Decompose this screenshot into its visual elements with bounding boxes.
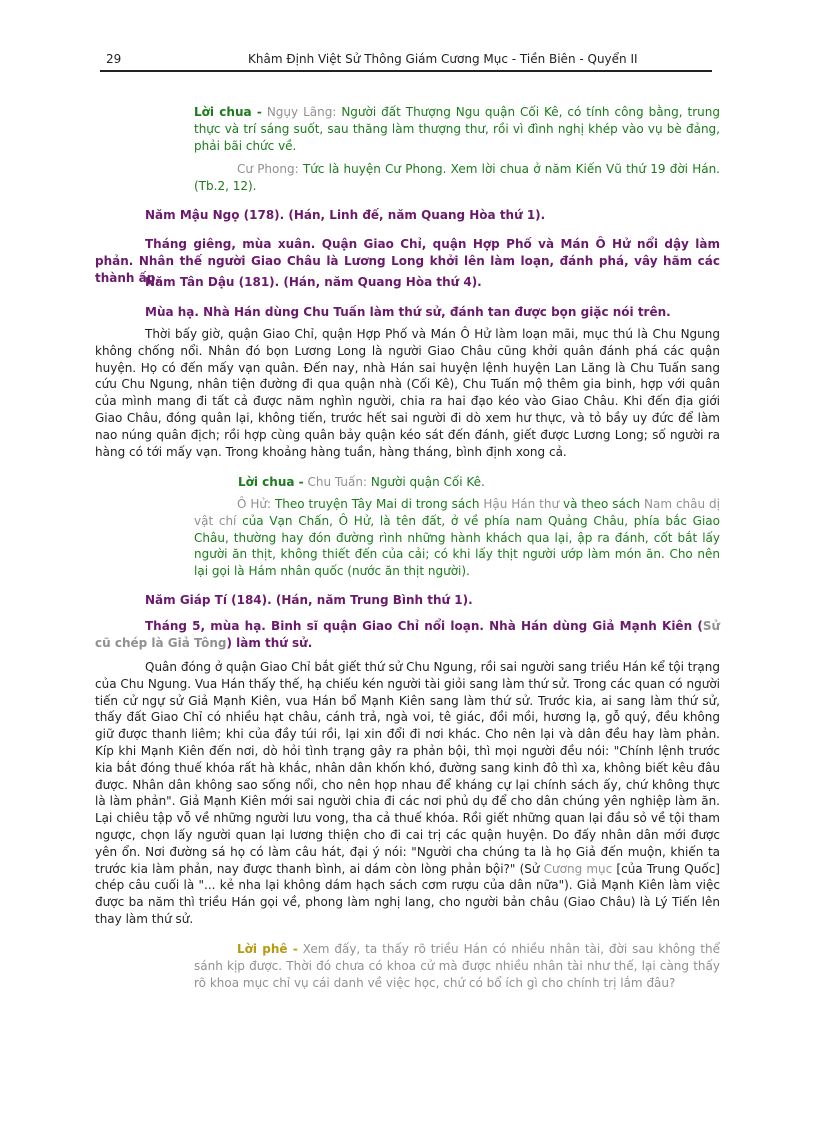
commentary-text: Xem đấy, ta thấy rõ triều Hán có nhiều nhân tài, đời sau không thể sánh kịp được. Thời đó chưa có khoa cử mà được nhiều nhân tài như thế, lại càng thấy rõ khoa mục chỉ vụ cái danh về việc học, chứ có bổ ích gì cho chính trị lắm đâu?: [194, 942, 720, 990]
annotation-nguy-lang: [194, 104, 720, 154]
annotation-term: Ngụy Lãng:: [266, 105, 337, 119]
commentary-loi-phe: [194, 941, 720, 991]
annotation-label: Lời chua -: [194, 105, 262, 119]
annotation-term: Cư Phong:: [237, 162, 299, 176]
book-title: Khâm Định Việt Sử Thông Giám Cương Mục - Tiền Biên - Quyển II: [248, 52, 638, 66]
source-title: Nam châu dị vật chí: [194, 497, 720, 528]
annotation-text: Người đất Thượng Ngu quận Cối Kê, có tính công bằng, trung thực và trí sáng suốt, sau thăng làm thượng thư, rồi vì đình nghị khép vào vụ bè đảng, phải bãi chức về.: [194, 105, 720, 153]
page-number: 29: [106, 52, 122, 66]
annotation-term: Ô Hử:: [237, 497, 272, 511]
annotation-term: Chu Tuấn:: [307, 475, 367, 489]
body-paragraph-gia-manh-kien: [95, 659, 720, 928]
source-title: Cương mục: [543, 861, 613, 876]
body-text: Quân đóng ở quận Giao Chỉ bắt giết thứ sử Chu Ngung, rồi sai người sang triều Hán kể tội trạng của Chu Ngung. Vua Hán thấy thế, hạ chiếu kén người tài giỏi sang làm thứ sử. Trong các quan có người tiến cử ngự sử Giả Mạnh Kiên, vua Hán bổ Mạnh Kiên sang làm thứ sử. Trước kia, ai sang làm thứ sử, thấy đất Giao Chỉ có nhiều hạt châu, cánh trả, ngà voi, tê giác, đồi mồi, hương lạ, gỗ quý, đều không giữ được thanh liêm; khi của đầy túi rồi, lại xin đổi đi nơi khác. Cho nên lại và dân đều hay làm phản. Kíp khi Mạnh Kiên đến nơi, dò hỏi tình trạng gây ra phản bội, thì mọi người đều nói: "Chính lệnh trước kia bắt đóng thuế khóa rất hà khắc, nhân dân khốn khó, đường sang kinh đô thì xa, không biết kêu đâu được. Nhân dân không sao sống nổi, cho nên họp nhau để kháng cự lại chính sách ấy, chứ không thực là làm phản". Giả Mạnh Kiên mới sai người chia đi các nơi phủ dụ để cho dân chúng yên nghiệp làm ăn. Lại chiêu tập vỗ về những người lưu vong, tha cả thuế khóa. Rồi giết những quan lại đầu sỏ về tội tham ngược, chọn lấy người quan lại lương thiện cho đi cai trị các quận huyện. Do đấy nhân dân mới được yên ổn. Nơi đường sá họ có làm câu hát, đại ý nói: "Người cha chúng ta là họ Giả đến muộn, khiến ta trước kia làm phản, nay được thanh bình, ai dám còn lòng phản bội?" (Sử: [95, 660, 720, 876]
annotation-cu-phong: [194, 161, 720, 195]
event-note: Sử cũ chép là Giả Tông: [95, 619, 720, 650]
annotation-o-hu: [194, 496, 720, 580]
event-heading-chu-tuan: Mùa hạ. Nhà Hán dùng Chu Tuấn làm thứ sử, đánh tan được bọn giặc nói trên.: [145, 305, 671, 319]
annotation-text: và theo sách: [563, 497, 641, 511]
year-heading-mau-ngo: Năm Mậu Ngọ (178). (Hán, Linh đế, năm Quang Hòa thứ 1).: [145, 208, 546, 222]
page-header: [100, 51, 712, 69]
annotation-text: của Vạn Chấn, Ô Hử, là tên đất, ở về phía nam Quảng Châu, phía bắc Giao Châu, thường hay đón đường rình những hành khách qua lại, ập ra đánh, cốt bắt lấy người ăn thịt, không thiết đến của cải; có khi lấy thịt người ướp làm món ăn. Cho nên lại gọi là Hám nhân quốc (nước ăn thịt người).: [194, 513, 720, 579]
event-text: ) làm thứ sử.: [226, 635, 313, 650]
year-heading-giap-ti: Năm Giáp Tí (184). (Hán, năm Trung Bình thứ 1).: [145, 593, 473, 607]
annotation-text: Người quận Cối Kê.: [370, 475, 485, 489]
event-heading-giao-chi-revolt: Tháng giêng, mùa xuân. Quận Giao Chỉ, quận Hợp Phố và Mán Ô Hử nổi dậy làm phản. Nhân thế người Giao Châu là Lương Long khởi lên làm loạn, đánh phá, vây hãm các thành ấp.: [95, 237, 720, 285]
body-paragraph-chu-tuan: Thời bấy giờ, quận Giao Chỉ, quận Hợp Phố và Mán Ô Hử làm loạn mãi, mục thú là Chu Ngung không chống nổi. Nhân đó bọn Lương Long là người Giao Châu cũng khởi quân đánh phá các quận huyện. Họ có đến mấy vạn quân. Đến nay, nhà Hán sai huyện lệnh huyện Lan Lăng là Chu Tuấn sang cứu Chu Ngung, nhân tiện đường đi qua quận nhà (Cối Kê), Chu Tuấn mộ thêm gia binh, hợp với quân của mình mang đi tất cả được năm nghìn người, chia ra hai đạo kéo vào Giao Châu. Khi đến địa giới Giao Châu, đóng quân lại, không tiến, trước hết sai người đi dò xem hư thực, và tỏ bầy uy đức để làm nao núng quân địch; rồi hợp cùng quân bảy quận kéo sát đến đánh, giết được Lương Long; số người ra hàng có tới mấy vạn. Trong khoảng hàng tuần, hàng tháng, bình định xong cả.: [95, 327, 720, 459]
body-text: [của Trung Quốc] chép câu cuối là "... kẻ nha lại không dám hạch sách cơm rượu của dân nữa"). Giả Mạnh Kiên làm việc được ba năm thì triều Hán gọi về, phong làm nghị lang, cho người bản châu (Giao Châu) là Lý Tiến lên thay làm thứ sử.: [95, 861, 720, 926]
commentary-label: Lời phê -: [237, 942, 298, 956]
annotation-text: Tức là huyện Cư Phong. Xem lời chua ở năm Kiến Vũ thứ 19 đời Hán. (Tb.2, 12).: [194, 162, 720, 193]
event-heading-gia-manh-kien: [95, 618, 720, 652]
annotation-label: Lời chua -: [238, 475, 304, 489]
year-heading-tan-dau: Năm Tân Dậu (181). (Hán, năm Quang Hòa thứ 4).: [145, 275, 482, 289]
header-rule: [100, 70, 712, 72]
event-text: Tháng 5, mùa hạ. Binh sĩ quận Giao Chỉ nổi loạn. Nhà Hán dùng Giả Mạnh Kiên (: [145, 619, 703, 633]
annotation-chu-tuan: [238, 474, 720, 491]
source-title: Hậu Hán thư: [483, 497, 560, 511]
annotation-text: Theo truyện Tây Mai di trong sách: [274, 497, 480, 511]
